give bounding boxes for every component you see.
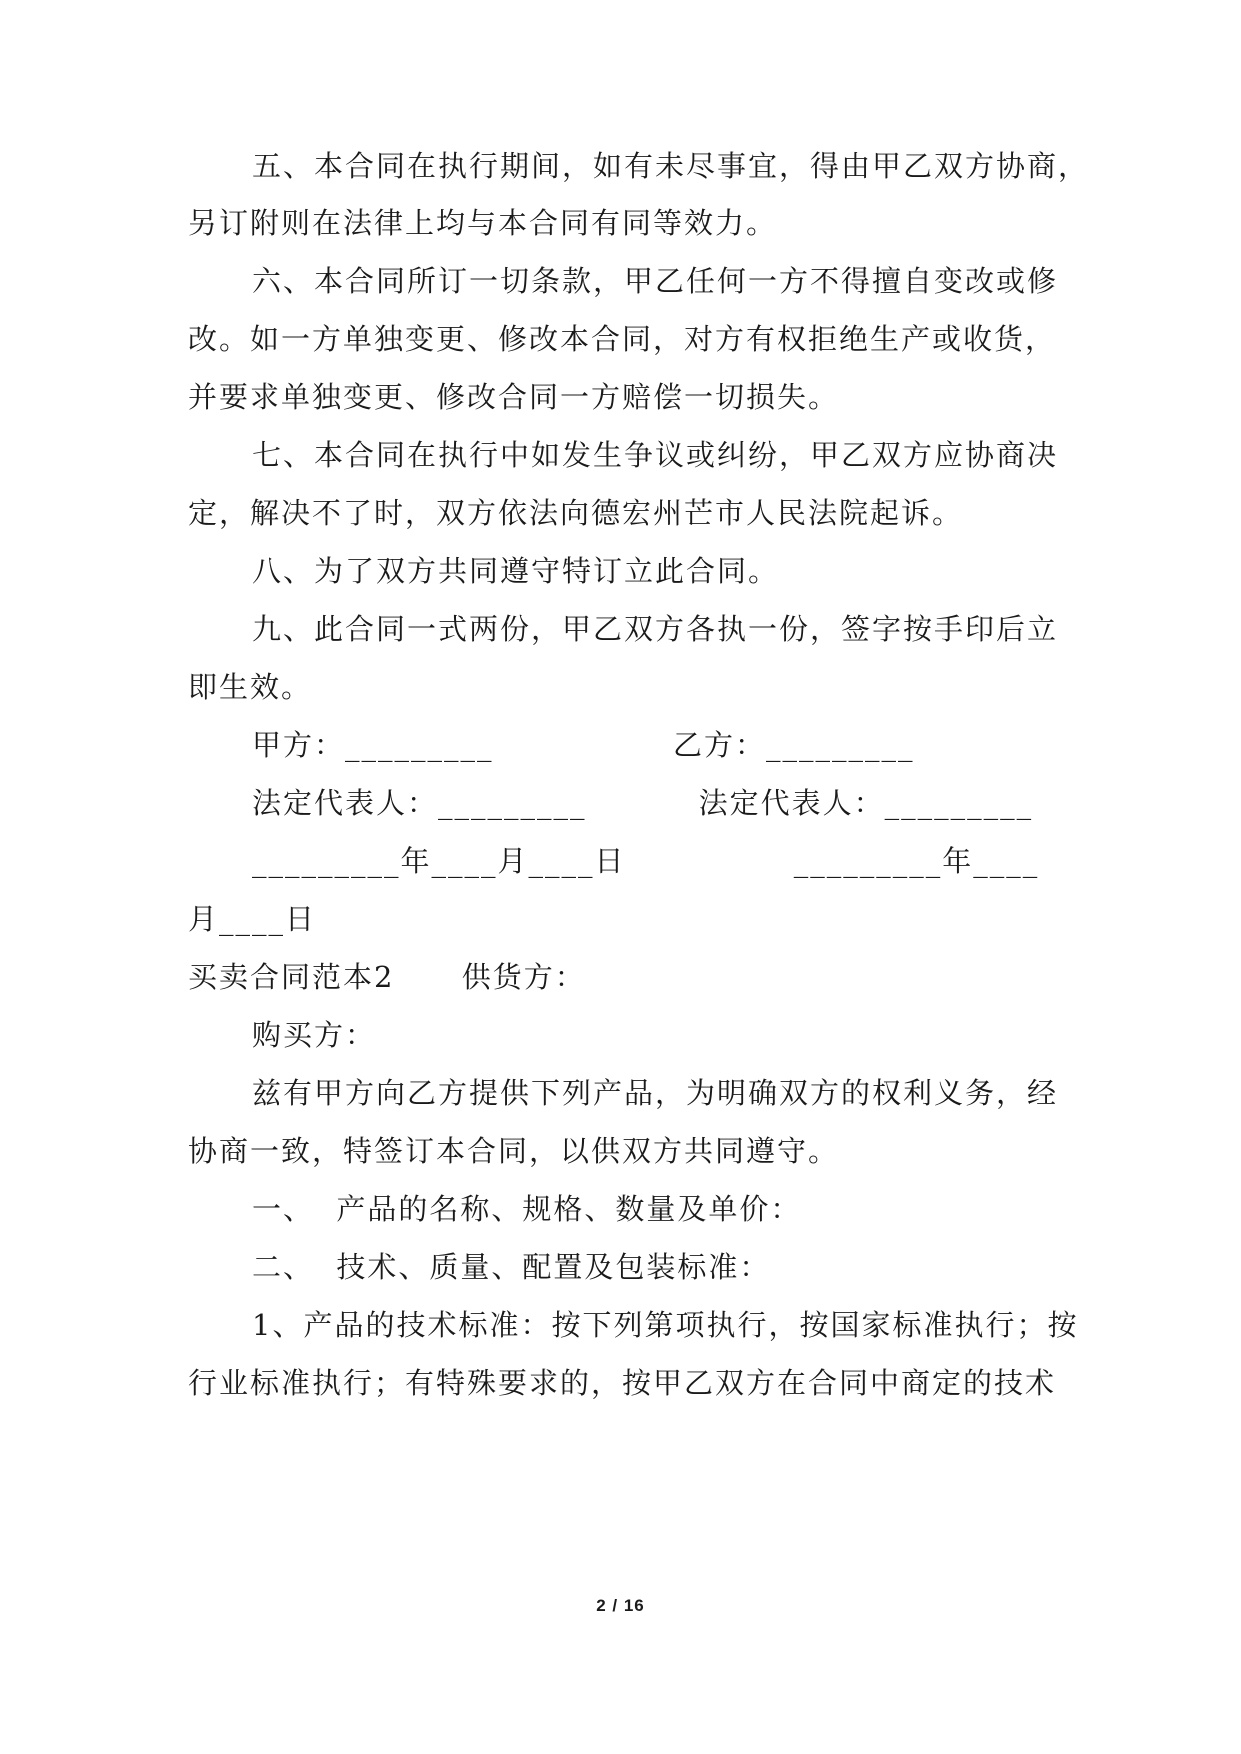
buyer-line: 购买方： bbox=[252, 1018, 377, 1052]
page-number: 2 / 16 bbox=[596, 1596, 645, 1615]
date-line-continued: 月____日 bbox=[188, 902, 317, 936]
legal-representative-line: 法定代表人：_________ 法定代表人：_________ bbox=[252, 786, 1034, 820]
preamble-line-2: 协商一致，特签订本合同，以供双方共同遵守。 bbox=[188, 1134, 840, 1168]
preamble-line-1: 兹有甲方向乙方提供下列产品，为明确双方的权利义务，经 bbox=[252, 1076, 1059, 1110]
date-line: _________年____月____日 _________年____ bbox=[252, 844, 1040, 878]
contract-template-heading: 买卖合同范本2 供货方： bbox=[188, 960, 586, 994]
section-1-heading: 一、 产品的名称、规格、数量及单价： bbox=[252, 1192, 802, 1226]
clause-6-line-1: 六、本合同所订一切条款，甲乙任何一方不得擅自变改或修 bbox=[252, 264, 1059, 298]
section-2-heading: 二、 技术、质量、配置及包装标准： bbox=[252, 1250, 771, 1284]
item-1-line-2: 行业标准执行；有特殊要求的，按甲乙双方在合同中商定的技术 bbox=[188, 1366, 1057, 1400]
clause-7-line-2: 定，解决不了时，双方依法向德宏州芒市人民法院起诉。 bbox=[188, 496, 964, 530]
clause-6-line-2: 改。如一方单独变更、修改本合同，对方有权拒绝生产或收货， bbox=[188, 322, 1057, 356]
clause-5-line-1: 五、本合同在执行期间，如有未尽事宜，得由甲乙双方协商， bbox=[252, 149, 1090, 183]
clause-5-line-2: 另订附则在法律上均与本合同有同等效力。 bbox=[188, 206, 778, 240]
clause-7-line-1: 七、本合同在执行中如发生争议或纠纷，甲乙双方应协商决 bbox=[252, 438, 1059, 472]
clause-8-line-1: 八、为了双方共同遵守特订立此合同。 bbox=[252, 554, 780, 588]
clause-6-line-3: 并要求单独变更、修改合同一方赔偿一切损失。 bbox=[188, 380, 840, 414]
clause-9-line-1: 九、此合同一式两份，甲乙双方各执一份，签字按手印后立 bbox=[252, 612, 1059, 646]
party-signature-line: 甲方：_________ 乙方：_________ bbox=[252, 728, 915, 762]
clause-9-line-2: 即生效。 bbox=[188, 670, 313, 704]
item-1-line-1: 1、产品的技术标准：按下列第项执行，按国家标准执行；按 bbox=[252, 1308, 1079, 1342]
